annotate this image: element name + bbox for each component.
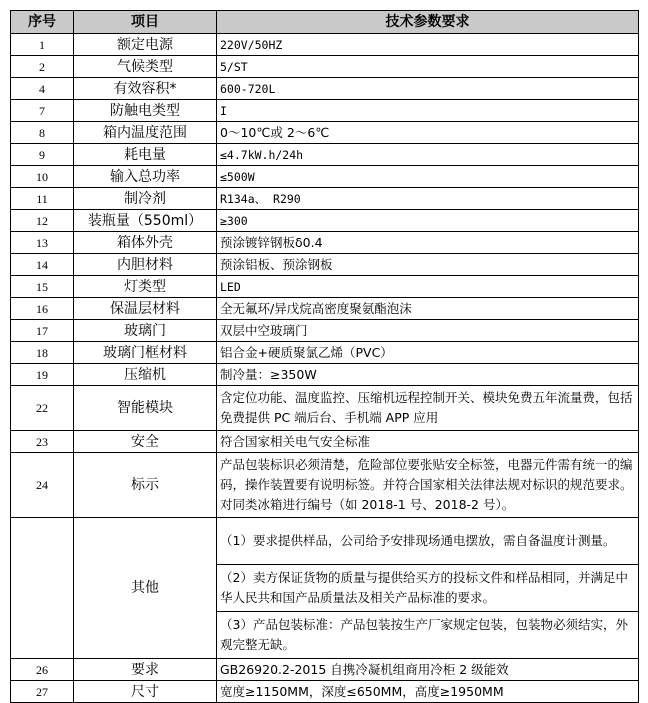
row-spec: 铝合金+硬质聚氯乙烯（PVC） — [217, 342, 639, 364]
row-num: 11 — [11, 188, 74, 210]
row-num: 8 — [11, 122, 74, 144]
row-spec: （2）卖方保证货物的质量与提供给买方的投标文件和样品相同，并满足中华人民共和国产品质量法及相关产品标准的要求。 — [217, 565, 639, 612]
table-row — [11, 210, 639, 232]
row-spec: （1）要求提供样品，公司给予安排现场通电摆放，需自备温度计测量。 — [217, 518, 639, 565]
row-item: 内胆材料 — [74, 254, 217, 276]
row-num: 23 — [11, 431, 74, 453]
table-row — [11, 254, 639, 276]
row-spec: 预涂铝板、预涂钢板 — [217, 254, 639, 276]
table-row — [11, 188, 639, 210]
row-spec: 220V/50HZ — [217, 34, 639, 56]
row-item: 箱体外壳 — [74, 232, 217, 254]
table-row — [11, 364, 639, 386]
table-row — [11, 78, 639, 100]
row-num: 13 — [11, 232, 74, 254]
row-spec: 双层中空玻璃门 — [217, 320, 639, 342]
row-num: 1 — [11, 34, 74, 56]
row-num: 16 — [11, 298, 74, 320]
row-item: 额定电源 — [74, 34, 217, 56]
row-spec: 预涂镀锌钢板δ0.4 — [217, 232, 639, 254]
row-spec: 符合国家相关电气安全标准 — [217, 431, 639, 453]
table-row — [11, 342, 639, 364]
table-row — [11, 659, 639, 681]
table-row — [11, 453, 639, 518]
header-spec: 技术参数要求 — [217, 11, 639, 34]
row-num: 15 — [11, 276, 74, 298]
row-item: 装瓶量（550ml） — [74, 210, 217, 232]
row-num: 10 — [11, 166, 74, 188]
row-num: 22 — [11, 386, 74, 431]
table-row — [11, 276, 639, 298]
row-spec: R134a、 R290 — [217, 188, 639, 210]
table-row — [11, 34, 639, 56]
row-num: 4 — [11, 78, 74, 100]
header-row — [11, 11, 639, 34]
spec-table — [10, 10, 639, 703]
row-spec: 宽度≥1150MM，深度≤650MM，高度≥1950MM — [217, 681, 639, 703]
row-spec: 制冷量：≥350W — [217, 364, 639, 386]
row-spec: 全无氟环/异戊烷高密度聚氨酯泡沫 — [217, 298, 639, 320]
row-num: 17 — [11, 320, 74, 342]
table-row — [11, 56, 639, 78]
row-item: 防触电类型 — [74, 100, 217, 122]
row-item: 智能模块 — [74, 386, 217, 431]
row-num: 2 — [11, 56, 74, 78]
row-item: 压缩机 — [74, 364, 217, 386]
row-item: 标示 — [74, 453, 217, 518]
row-item: 玻璃门 — [74, 320, 217, 342]
row-num: 9 — [11, 144, 74, 166]
table-row — [11, 320, 639, 342]
row-num: 24 — [11, 453, 74, 518]
header-item: 项目 — [74, 11, 217, 34]
row-spec: ≤4.7kW.h/24h — [217, 144, 639, 166]
row-spec: I — [217, 100, 639, 122]
row-item: 输入总功率 — [74, 166, 217, 188]
row-num: 27 — [11, 681, 74, 703]
row-item: 气候类型 — [74, 56, 217, 78]
table-row — [11, 681, 639, 703]
row-spec: LED — [217, 276, 639, 298]
row-num: 12 — [11, 210, 74, 232]
row-spec: 产品包装标识必须清楚，危险部位要张贴安全标签，电器元件需有统一的编码，操作装置要有说明标签。并符合国家相关法律法规对标识的规范要求。对同类冰箱进行编号（如 2018-1 号、2018-2 号）。 — [217, 453, 639, 518]
row-item: 要求 — [74, 659, 217, 681]
row-item: 制冷剂 — [74, 188, 217, 210]
header-num: 序号 — [11, 11, 74, 34]
table-row — [11, 100, 639, 122]
row-item: 灯类型 — [74, 276, 217, 298]
row-spec: 600-720L — [217, 78, 639, 100]
row-spec: 0～10℃或 2～6℃ — [217, 122, 639, 144]
row-num: 18 — [11, 342, 74, 364]
row-item: 安全 — [74, 431, 217, 453]
row-spec: 5/ST — [217, 56, 639, 78]
table-row — [11, 518, 639, 565]
row-item: 有效容积* — [74, 78, 217, 100]
row-spec: ≤500W — [217, 166, 639, 188]
table-row — [11, 232, 639, 254]
row-item: 尺寸 — [74, 681, 217, 703]
table-row — [11, 386, 639, 431]
row-item: 其他 — [74, 518, 217, 659]
table-row — [11, 298, 639, 320]
table-row — [11, 431, 639, 453]
table-row — [11, 166, 639, 188]
row-num: 19 — [11, 364, 74, 386]
table-body — [11, 34, 639, 703]
row-spec: 含定位功能、温度监控、压缩机远程控制开关、模块免费五年流量费，包括免费提供 PC 端后台、手机端 APP 应用 — [217, 386, 639, 431]
row-item: 耗电量 — [74, 144, 217, 166]
row-item: 保温层材料 — [74, 298, 217, 320]
row-item: 玻璃门框材料 — [74, 342, 217, 364]
row-spec: ≥300 — [217, 210, 639, 232]
row-num: 7 — [11, 100, 74, 122]
table-row — [11, 144, 639, 166]
row-item: 箱内温度范围 — [74, 122, 217, 144]
row-num: 26 — [11, 659, 74, 681]
row-spec: （3）产品包装标准：产品包装按生产厂家规定包装，包装物必须结实，外观完整无缺。 — [217, 612, 639, 659]
row-spec: GB26920.2-2015 自携冷凝机组商用冷柜 2 级能效 — [217, 659, 639, 681]
table-row — [11, 122, 639, 144]
row-num — [11, 518, 74, 659]
row-num: 14 — [11, 254, 74, 276]
